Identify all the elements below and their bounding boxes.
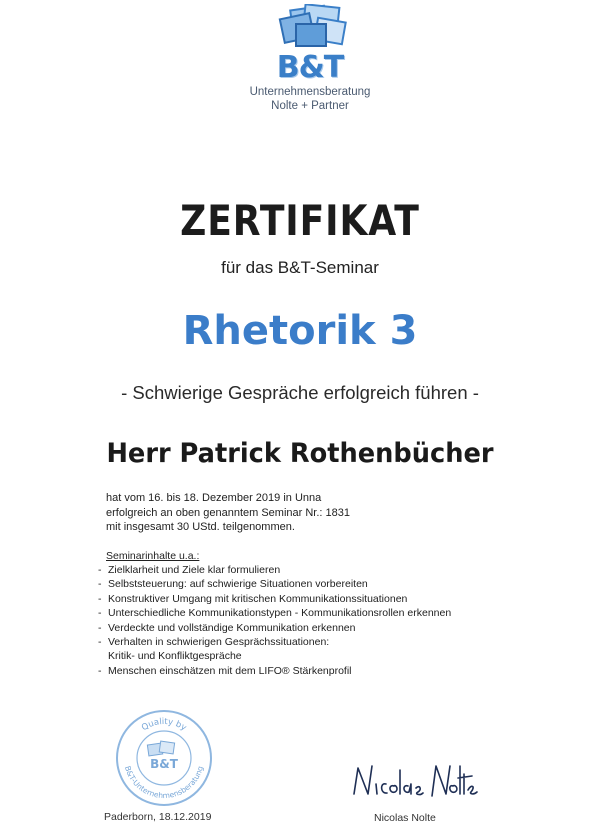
contents-heading: Seminarinhalte u.a.: [106, 550, 200, 562]
logo-wordmark: B&T [276, 50, 344, 85]
list-item: - Verdeckte und vollständige Kommunikation erkennen [98, 621, 451, 635]
logo-tagline-2: Nolte + Partner [271, 100, 349, 112]
list-item: - Zielklarheit und Ziele klar formulieren [98, 563, 451, 577]
body-line: mit insgesamt 30 UStd. teilgenommen. [106, 521, 295, 534]
list-item: - Selbststeuerung: auf schwierige Situationen vorbereiten [98, 577, 451, 591]
recipient-name: Herr Patrick Rothenbücher [106, 438, 494, 469]
signer-name: Nicolas Nolte [374, 812, 436, 824]
handwritten-signature [350, 760, 480, 810]
seminar-name: Rhetorik 3 [182, 308, 418, 354]
logo-squares-icon [264, 4, 356, 54]
contents-list [98, 563, 451, 678]
participation-text [106, 491, 350, 535]
list-item: - Konstruktiver Umgang mit kritischen Kommunikationssituationen [98, 592, 451, 606]
seal-bottom-text: B&T-Unternehmensberatung [122, 764, 205, 801]
seal-center-text: B&T [150, 757, 178, 771]
list-item [98, 635, 451, 664]
list-item: - Menschen einschätzen mit dem LIFO® Stärkenprofil [98, 664, 451, 678]
company-logo [240, 4, 380, 116]
list-item-text: Verhalten in schwierigen Gesprächssituationen: [108, 636, 330, 649]
list-item: - Unterschiedliche Kommunikationstypen - Kommunikationsrollen erkennen [98, 606, 451, 620]
list-item-subtext: Kritik- und Konfliktgespräche [108, 650, 242, 663]
quality-seal-stamp [114, 708, 214, 808]
body-line: hat vom 16. bis 18. Dezember 2019 in Unna [106, 492, 322, 504]
certificate-title: ZERTIFIKAT [180, 196, 420, 245]
logo-tagline-1: Unternehmensberatung [249, 86, 371, 98]
seminar-tagline: - Schwierige Gespräche erfolgreich führen - [121, 382, 479, 403]
body-line: erfolgreich an oben genanntem Seminar Nr.: 1831 [106, 506, 350, 519]
certificate-subtitle: für das B&T-Seminar [221, 258, 379, 277]
place-and-date: Paderborn, 18.12.2019 [104, 811, 212, 823]
seal-top-text: Quality by [139, 716, 189, 734]
